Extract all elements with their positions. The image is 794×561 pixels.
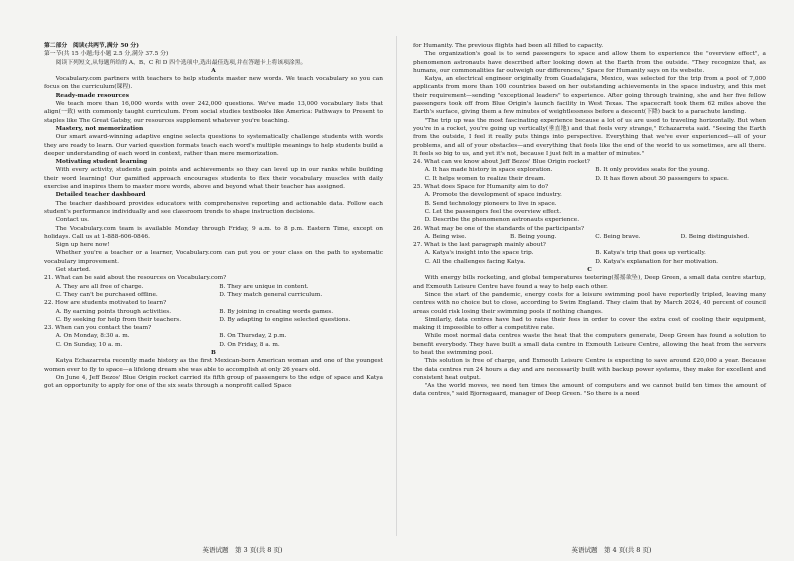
- option-a: A. By earning points through activities.: [55, 308, 172, 315]
- question-24: 24. What can we know about Jeff Bezos' Blue Origin rocket?: [413, 159, 590, 166]
- passage-a-intro: Vocabulary.com partners with teachers to help students master new words. We teach vocabulary so you can focus on the curriculum(课程).: [44, 76, 383, 91]
- option-d: D. Being distinguished.: [680, 233, 750, 240]
- passage-a-p4: The teacher dashboard provides educators with comprehensive reporting and actionable data. Follow each student's performance individually and see classroom trends to shape instruction decisions.: [44, 200, 383, 215]
- option-d: D. Describe the phenomenon astronauts experience.: [424, 217, 580, 224]
- option-d: D. Katya's explanation for her motivation.: [595, 258, 719, 265]
- heading-ready-made: Ready-made resources: [55, 92, 129, 99]
- option-a: A. They are all free of charge.: [55, 283, 144, 290]
- option-b: B. They are unique in content.: [219, 283, 309, 290]
- option-d: D. By adapting to engine selected questions.: [219, 316, 351, 323]
- passage-a-p5: The Vocabulary.com team is available Monday through Friday, 9 a.m. to 8 p.m. Eastern Time, except on holidays. Call us at 1-888-606-0846.: [44, 225, 383, 240]
- option-a: A. Being wise.: [424, 233, 467, 240]
- option-a: A. On Monday, 8:30 a. m.: [55, 333, 130, 340]
- contact-us: Contact us.: [55, 217, 90, 224]
- passage-a-p3: With every activity, students gain points and achievements so they can level up in our ranks while building their word learning! Our gamified approach encourages students to flex their vocabulary muscles with daily exercise and inspires them to master more words, above and beyond what their teacher has assigned.: [44, 167, 383, 191]
- question-23-options: [56, 332, 383, 349]
- passage-b-p2-continued: for Humanity. The previous flights had been all filled to capacity.: [413, 43, 604, 49]
- option-a: A. Promote the development of space industry.: [424, 192, 562, 199]
- option-b: B. It only provides seats for the young.: [595, 167, 710, 174]
- option-c: C. They can't be purchased offline.: [55, 291, 158, 298]
- option-b: B. Katya's trip that goes up vertically.: [595, 250, 706, 257]
- passage-a-p1: We teach more than 16,000 words with over 242,000 questions. We've made 13,000 vocabulary lists that align(一致) with commonly taught curriculum. From social studies textbooks like America: Pathways to Present to staples like The Great Gatsby, our resources supplement whatever you're teaching.: [44, 101, 383, 124]
- question-21-options: [56, 283, 383, 300]
- passage-a-p6: Whether you're a teacher or a learner, Vocabulary.com can put you or your class on the path to systematic vocabulary improvement.: [44, 250, 383, 265]
- question-27-options: [425, 249, 766, 266]
- heading-dashboard: Detailed teacher dashboard: [55, 192, 146, 199]
- question-22-options: [56, 308, 383, 325]
- passage-b-p4: Katya, an electrical engineer originally from Guadalajara, Mexico, was selected for the trip from a pool of 7,000 applicants from more than 100 countries based on her outstanding achievements in the space industry, and this met their requirement—sending "exceptional leaders" to experience. After going through training, she and her five fellow passengers took off from Blue Origin's launch facility in West Texas. The spacecraft took them 62 miles above the Earth's surface, giving them a few minutes of weightlessness before a descent(下降) back to a parachute landing.: [413, 76, 766, 116]
- question-25-options: [425, 191, 766, 224]
- sign-up: Sign up here now!: [55, 242, 110, 249]
- passage-a-p2: Our smart award-winning adaptive engine selects questions to systematically challenge students with words they are ready to learn. Our varied question formats teach each word's multiple meanings to help students build a deeper understanding of each word in context, rather than mere memorization.: [44, 134, 383, 157]
- question-26: 26. What may be one of the standards of the participants?: [413, 225, 585, 232]
- option-d: D. On Friday, 8 a. m.: [219, 341, 280, 348]
- passage-a-label: A: [211, 67, 216, 74]
- passage-c-p4: While most normal data centres waste the heat that the computers generate, Deep Green has found a solution to benefit everybody. They have built a small data centre in Exmouth Leisure Centre, allowing the heat from the servers to heat the swimming pool.: [413, 333, 766, 356]
- passage-c-p6: "As the world moves, we need ten times the amount of computers and we cannot build ten times the amount of data centres," said Bjornsgaard, manager of Deep Green. "So there is a need: [413, 383, 766, 398]
- passage-b-p5: "The trip up was the most fascinating experience because a lot of us are used to traveling horizontally. But when you're in a rocket, you're going up vertically(垂直地) and that feels very strange," Echazarreta said. "Seeing the Earth from the outside, I feel it really puts things into perspective. Everything that we've ever experienced—all of your problems, and all of your obstacles—and everything that feels like the end of the world to us sometimes, are all there. It feels so big to us, and yet it's not, because I just felt in a matter of minutes.": [413, 117, 766, 157]
- option-d: D. It has flown about 30 passengers to space.: [595, 175, 729, 182]
- get-started: Get started.: [55, 267, 91, 274]
- heading-motivating: Motivating student learning: [55, 159, 148, 166]
- question-23: 23. When can you contact the team?: [44, 325, 152, 332]
- passage-b-p1: Katya Echazarreta recently made history as the first Mexican-born American woman and one of the youngest women ever to fly to space—a lifelong dream she was able to accomplish at only 26 years old.: [44, 358, 383, 373]
- question-21: 21. What can be said about the resources on Vocabulary.com?: [44, 275, 227, 282]
- option-b: B. Send technology pioneers to live in space.: [424, 200, 557, 207]
- question-24-options: [425, 166, 766, 183]
- page-footer: 英语试题 第 3 页(共 8 页): [202, 546, 283, 554]
- option-b: B. By joining in creating words games.: [219, 308, 334, 315]
- passage-c-p1: With energy bills rocketing, and global temperatures teetering(摇摇欲坠), Deep Green, a small data centre startup, and Exmouth Leisure Centre have found a way to help each other.: [413, 275, 766, 290]
- passage-c-p3: Similarly, data centres have had to raise their fees in order to cover the extra cost of cooling their equipment, making it impossible to offer a competitive rate.: [413, 316, 766, 332]
- passage-b-p2: On June 4, Jeff Bezos' Blue Origin rocket carried its fifth group of passengers to the edge of space and Katya got an opportunity to apply for one of the six seats through a nonprofit called Space: [44, 374, 383, 390]
- option-c: C. All the challenges facing Katya.: [424, 258, 526, 265]
- option-b: B. On Thursday, 2 p.m.: [219, 333, 287, 340]
- section-1-heading: 第一节(共 15 小题;每小题 2.5 分,满分 37.5 分): [44, 51, 169, 58]
- page-4: [397, 0, 794, 561]
- option-a: A. It has made history in space exploration.: [424, 167, 553, 174]
- question-27: 27. What is the last paragraph mainly about?: [413, 242, 546, 249]
- option-d: D. They match general curriculum.: [219, 291, 323, 298]
- section-title: 第二部分 阅读(共两节,满分 50 分): [44, 43, 139, 49]
- question-26-options: [425, 233, 766, 241]
- option-b: B. Being young.: [509, 233, 557, 240]
- passage-b-label: B: [211, 349, 216, 356]
- right-column: [413, 42, 766, 399]
- left-column: [44, 42, 383, 390]
- question-25: 25. What does Space for Humanity aim to do?: [413, 184, 549, 191]
- passage-c-p2: Since the start of the pandemic, energy costs for a leisure swimming pool have reportedly tripled, leaving many centres with no choice but to close, according to Swim England. They claim that by March 2024, 40 percent of council areas could risk losing their swimming pools if nothing changes.: [413, 291, 766, 315]
- passage-c-p5: This solution is free of charge, and Exmouth Leisure Centre is expecting to save around £20,000 a year. Because the data centres run 24 hours a day and are necessarily built with backup power systems, they make for excellent and consistent heat output.: [413, 358, 766, 381]
- question-22: 22. How are students motivated to learn?: [44, 300, 167, 307]
- option-c: C. On Sunday, 10 a. m.: [55, 341, 123, 348]
- instructions: 阅读下列短文,从每题所给的 A、B、C 和 D 四个选项中,选出最佳选项,并在答题卡上将该项涂黑。: [55, 59, 307, 66]
- option-c: C. Being brave.: [595, 233, 641, 240]
- heading-mastery: Mastery, not memorization: [55, 125, 144, 132]
- option-c: C. By seeking for help from their teachers.: [55, 316, 182, 323]
- passage-b-p3: The organization's goal is to send passengers to space and allow them to experience the "overview effect", a phenomenon astronauts have described after looking down at the Earth from the outside. "They recognize that, as humans, our commonalities far outweigh our differences," Space for Humanity says on its website.: [413, 51, 766, 74]
- passage-c-label: C: [587, 267, 592, 274]
- option-c: C. Let the passengers feel the overview effect.: [424, 208, 562, 215]
- page-footer: 英语试题 第 4 页(共 8 页): [571, 546, 652, 554]
- option-c: C. It helps women to realize their dream.: [424, 175, 546, 182]
- option-a: A. Katya's insight into the space trip.: [424, 250, 534, 257]
